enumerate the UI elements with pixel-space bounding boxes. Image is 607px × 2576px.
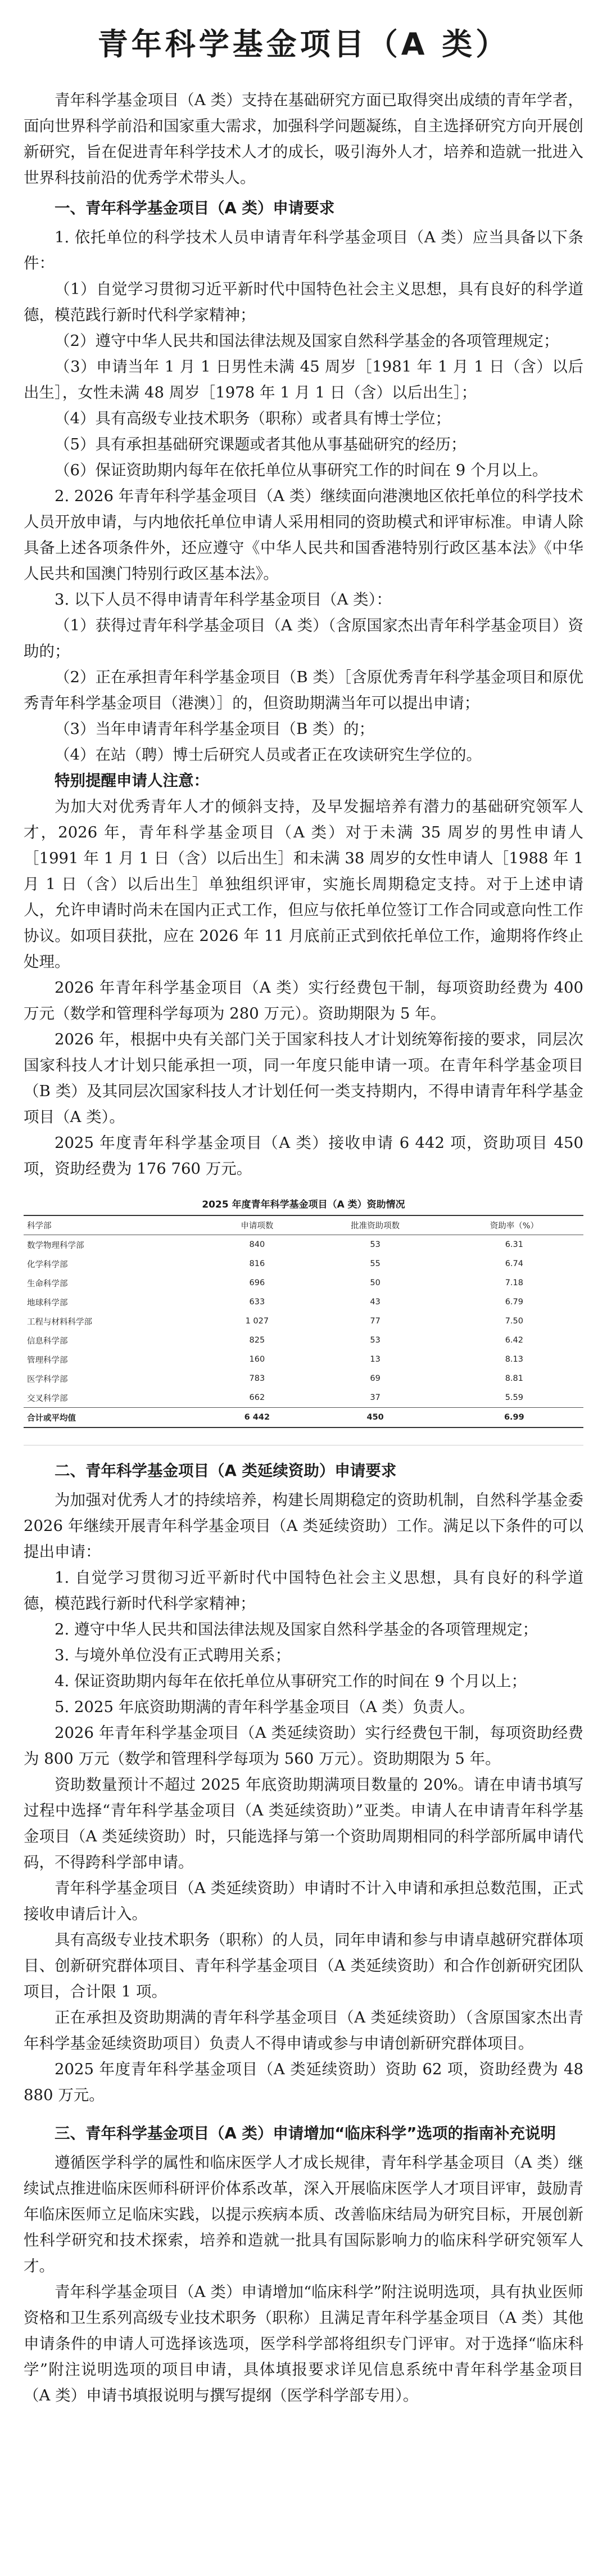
table-cell: 6.42: [505, 1336, 523, 1345]
s1-condition-3: （3）申请当年 1 月 1 日男性未满 45 周岁［1981 年 1 月 1 日（含）以后出生］，女性未满 48 周岁［1978 年 1 月 1 日（含）以后出生］；: [24, 358, 583, 402]
table-header-cell: 批准资助项数: [306, 1215, 445, 1235]
table-total-row: [24, 1408, 583, 1428]
table-cell: 662: [249, 1393, 265, 1402]
s2-funding-paragraph: 2026 年青年科学基金项目（A 类延续资助）实行经费包干制，每项资助经费为 800 万元（数学和管理科学每项为 560 万元）。资助期限为 5 年。: [24, 1724, 583, 1768]
table-row: [24, 1235, 583, 1255]
s2-condition-4: 4. 保证资助期内每年在依托单位从事研究工作的时间在 9 个月以上；: [55, 1672, 527, 1690]
section-1-heading: 一、青年科学基金项目（A 类）申请要求: [55, 199, 335, 217]
table-cell: 信息科学部: [27, 1336, 68, 1346]
table-cell: 633: [249, 1298, 265, 1307]
table-cell: 43: [370, 1298, 380, 1307]
table-row: [24, 1331, 583, 1350]
s1-exclusion-2: （2）正在承担青年科学基金项目（B 类）［含原优秀青年科学基金项目和原优秀青年科学基金项目（港澳）］的，但资助期满当年可以提出申请；: [24, 668, 583, 712]
table-cell: 6.74: [505, 1259, 523, 1268]
table-cell: 医学科学部: [27, 1375, 68, 1384]
table-header-row: [24, 1215, 583, 1235]
table-title: 2025 年度青年科学基金项目（A 类）资助情况: [202, 1199, 405, 1210]
table-cell: 5.59: [505, 1393, 523, 1402]
section-3-heading: 三、青年科学基金项目（A 类）申请增加“临床科学”选项的指南补充说明: [55, 2124, 556, 2142]
table-cell: 53: [370, 1240, 380, 1249]
table-cell: 77: [370, 1317, 380, 1326]
s1-limit-paragraph: 2026 年，根据中央有关部门关于国家科技人才计划统筹衔接的要求，同层次国家科技人才计划只能承担一项，同一年度只能申请一项。在青年科学基金项目（B 类）及其同层次国家科技人才计划任何一类支持期内，不得申请青年科学基金项目（A 类）。: [24, 1030, 583, 1126]
table-cell: 6.31: [505, 1240, 523, 1249]
table-cell: 160: [249, 1355, 265, 1364]
s1-funding-paragraph: 2026 年青年科学基金项目（A 类）实行经费包干制，每项资助经费为 400 万元（数学和管理科学每项为 280 万元）。资助期限为 5 年。: [24, 979, 583, 1023]
table-header-cell: 资助率（%）: [445, 1215, 583, 1235]
table-cell: 69: [370, 1374, 380, 1383]
table-cell: 37: [370, 1393, 380, 1402]
s2-group-paragraph: 具有高级专业技术职务（职称）的人员，同年申请和参与申请卓越研究群体项目、创新研究群体项目、青年科学基金项目（A 类延续资助）和合作创新研究团队项目，合计限 1 项。: [24, 1931, 583, 2001]
s2-condition-5: 5. 2025 年底资助期满的青年科学基金项目（A 类）负责人。: [55, 1698, 475, 1716]
s1-paragraph-1: 1. 依托单位的科学技术人员申请青年科学基金项目（A 类）应当具备以下条件：: [24, 228, 583, 272]
table-cell: 783: [249, 1374, 265, 1383]
table-cell: 工程与材料科学部: [27, 1317, 92, 1327]
section-2-heading: 二、青年科学基金项目（A 类延续资助）申请要求: [55, 1462, 397, 1480]
s1-exclusion-1: （1）获得过青年科学基金项目（A 类）（含原国家杰出青年科学基金项目）资助的；: [24, 616, 583, 660]
s1-paragraph-2: 2. 2026 年青年科学基金项目（A 类）继续面向港澳地区依托单位的科学技术人员开放申请，与内地依托单位申请人采用相同的资助模式和评审标准。申请人除具备上述各项条件外，还应遵守《中华人民共和国香港特别行政区基本法》《中华人民共和国澳门特别行政区基本法》。: [24, 487, 583, 583]
table-cell: 合计或平均值: [24, 1408, 209, 1428]
s2-condition-3: 3. 与境外单位没有正式聘用关系；: [55, 1646, 291, 1664]
table-row: [24, 1254, 583, 1273]
s1-condition-4: （4）具有高级专业技术职务（职称）或者具有博士学位；: [55, 409, 451, 427]
s1-exclusion-4: （4）在站（聘）博士后研究人员或者正在攻读研究生学位的。: [55, 746, 482, 764]
table-cell: 50: [370, 1278, 380, 1287]
table-cell: 生命科学部: [27, 1279, 68, 1289]
s3-paragraph-2: 青年科学基金项目（A 类）申请增加“临床科学”附注说明选项，具有执业医师资格和卫生系列高级专业技术职务（职称）且满足青年科学基金项目（A 类）其他申请条件的申请人可选择该选项，医学科学部将组织专门评审。对于选择“临床科学”附注说明选项的项目申请，具体填报要求详见信息系统中青年科学基金项目（A 类）申请书填报说明与撰写提纲（医学科学部专用）。: [24, 2283, 583, 2404]
s2-count-paragraph: 青年科学基金项目（A 类延续资助）申请时不计入申请和承担总数范围，正式接收申请后计入。: [24, 1879, 583, 1923]
s1-condition-6: （6）保证资助期内每年在依托单位从事研究工作的时间在 9 个月以上。: [55, 461, 548, 479]
s1-stat-paragraph: 2025 年度青年科学基金项目（A 类）接收申请 6 442 项，资助项目 450 项，资助经费为 176 760 万元。: [24, 1134, 583, 1178]
table-cell: 13: [370, 1355, 380, 1364]
table-cell: 1 027: [245, 1317, 269, 1326]
table-cell: 816: [249, 1259, 265, 1268]
table-row: [24, 1388, 583, 1408]
funding-table-block: [24, 1196, 583, 1428]
table-row: [24, 1292, 583, 1312]
s2-paragraph-1: 为加强对优秀人才的持续培养，构建长周期稳定的资助机制，自然科学基金委 2026 年继续开展青年科学基金项目（A 类延续资助）工作。满足以下条件的可以提出申请：: [24, 1491, 583, 1561]
table-row: [24, 1312, 583, 1331]
table-cell: 地球科学部: [27, 1298, 68, 1308]
s2-stat-paragraph: 2025 年度青年科学基金项目（A 类延续资助）资助 62 项，资助经费为 48 880 万元。: [24, 2060, 583, 2104]
table-header-cell: 申请项数: [209, 1215, 305, 1235]
table-row: [24, 1350, 583, 1369]
table-cell: 53: [370, 1336, 380, 1345]
table-cell: 450: [306, 1408, 445, 1428]
table-cell: 6.79: [505, 1298, 523, 1307]
s3-paragraph-1: 遵循医学科学的属性和临床医学人才成长规律，青年科学基金项目（A 类）继续试点推进临床医师科研评价体系改革，深入开展临床医学人才项目评审，鼓励青年临床医师立足临床实践，以提示疾病本质、改善临床结局为研究目标，开展创新性科学研究和技术探索，培养和造就一批具有国际影响力的临床科学研究领军人才。: [24, 2154, 583, 2275]
table-row: [24, 1369, 583, 1388]
s1-condition-2: （2）遵守中华人民共和国法律法规及国家自然科学基金的各项管理规定；: [55, 332, 559, 350]
s1-exclusion-3: （3）当年申请青年科学基金项目（B 类）的；: [55, 720, 374, 738]
table-cell: 7.18: [505, 1278, 523, 1287]
table-row: [24, 1273, 583, 1292]
table-cell: 交叉科学部: [27, 1394, 68, 1403]
table-cell: 6 442: [209, 1408, 305, 1428]
table-body: [24, 1235, 583, 1428]
funding-table: [24, 1215, 583, 1428]
table-cell: 55: [370, 1259, 380, 1268]
s1-condition-1: （1）自觉学习贯彻习近平新时代中国特色社会主义思想，具有良好的科学道德，模范践行新时代科学家精神；: [24, 280, 583, 324]
document-title: 青年科学基金项目（A 类）: [97, 26, 510, 62]
notice-paragraph: 为加大对优秀青年人才的倾斜支持，及早发掘培养有潜力的基础研究领军人才，2026 年，青年科学基金项目（A 类）对于未满 35 周岁的男性申请人［1991 年 1 月 1 日（含）以后出生］和未满 38 周岁的女性申请人［1988 年 1 月 1 日（含）以后出生］单独组织评审，实施长周期稳定支持。对于上述申请人，允许申请时尚未在国内正式工作，但应与依托单位签订工作合同或意向性工作协议。如项目获批，应在 2026 年 11 月底前正式到依托单位工作，逾期将作终止处理。: [24, 798, 583, 971]
table-cell: 840: [249, 1240, 265, 1249]
table-cell: 管理科学部: [27, 1355, 68, 1365]
s1-paragraph-3: 3. 以下人员不得申请青年科学基金项目（A 类）：: [55, 591, 392, 609]
intro-paragraph: 青年科学基金项目（A 类）支持在基础研究方面已取得突出成绩的青年学者，面向世界科学前沿和国家重大需求，加强科学问题凝练，自主选择研究方向开展创新研究，旨在促进青年科学技术人才的成长，吸引海外人才，培养和造就一批进入世界科技前沿的优秀学术带头人。: [24, 91, 583, 187]
s2-limit-paragraph: 正在承担及资助期满的青年科学基金项目（A 类延续资助）（含原国家杰出青年科学基金延续资助项目）负责人不得申请或参与申请创新研究群体项目。: [24, 2008, 583, 2052]
table-cell: 8.13: [505, 1355, 523, 1364]
s2-condition-2: 2. 遵守中华人民共和国法律法规及国家自然科学基金的各项管理规定；: [55, 1620, 538, 1638]
s2-quota-paragraph: 资助数量预计不超过 2025 年底资助期满项目数量的 20%。请在申请书填写过程中选择“青年科学基金项目（A 类延续资助）”亚类。申请人在申请青年科学基金项目（A 类延续资助）时，只能选择与第一个资助周期相同的科学部所属申请代码，不得跨科学部申请。: [24, 1776, 583, 1871]
notice-heading: 特别提醒申请人注意：: [55, 772, 209, 790]
table-cell: 8.81: [505, 1374, 523, 1383]
table-cell: 825: [249, 1336, 265, 1345]
table-cell: 6.99: [445, 1408, 583, 1428]
table-cell: 化学科学部: [27, 1260, 68, 1269]
s2-condition-1: 1. 自觉学习贯彻习近平新时代中国特色社会主义思想，具有良好的科学道德，模范践行新时代科学家精神；: [24, 1569, 583, 1613]
table-cell: 数学物理科学部: [27, 1241, 84, 1250]
table-cell: 7.50: [505, 1317, 523, 1326]
s1-condition-5: （5）具有承担基础研究课题或者其他从事基础研究的经历；: [55, 435, 466, 453]
table-header-cell: 科学部: [24, 1215, 209, 1235]
table-cell: 696: [249, 1278, 265, 1287]
